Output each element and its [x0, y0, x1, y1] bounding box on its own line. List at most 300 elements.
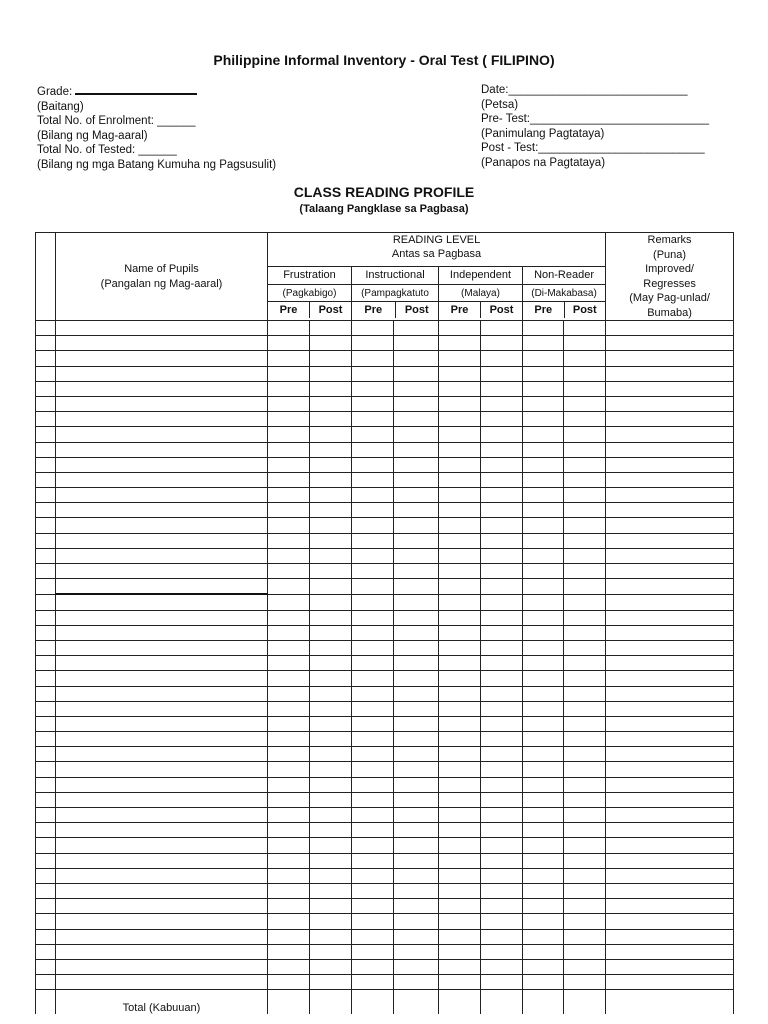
score-cell[interactable] — [268, 762, 310, 777]
row-number-cell[interactable] — [36, 579, 56, 595]
date-line[interactable]: Date:____________________________ — [481, 84, 688, 96]
score-cell[interactable] — [523, 488, 564, 503]
score-cell[interactable] — [310, 366, 352, 381]
pupil-name-cell[interactable] — [56, 777, 268, 792]
pupil-name-cell[interactable] — [56, 427, 268, 442]
score-cell[interactable] — [439, 975, 481, 990]
score-cell[interactable] — [439, 457, 481, 472]
pupil-name-cell[interactable] — [56, 716, 268, 731]
remarks-cell[interactable] — [606, 883, 734, 898]
score-cell[interactable] — [352, 792, 394, 807]
score-cell[interactable] — [310, 914, 352, 929]
score-cell[interactable] — [481, 975, 523, 990]
score-cell[interactable] — [439, 625, 481, 640]
score-cell[interactable] — [310, 747, 352, 762]
score-cell[interactable] — [268, 929, 310, 944]
score-cell[interactable] — [310, 488, 352, 503]
score-cell[interactable] — [439, 488, 481, 503]
score-cell[interactable] — [310, 671, 352, 686]
score-cell[interactable] — [394, 808, 439, 823]
score-cell[interactable] — [268, 686, 310, 701]
score-cell[interactable] — [268, 899, 310, 914]
score-cell[interactable] — [310, 472, 352, 487]
score-cell[interactable] — [564, 823, 606, 838]
pupil-name-cell[interactable] — [56, 640, 268, 655]
score-cell[interactable] — [481, 686, 523, 701]
remarks-cell[interactable] — [606, 929, 734, 944]
score-cell[interactable] — [394, 472, 439, 487]
score-cell[interactable] — [523, 579, 564, 595]
pupil-name-cell[interactable] — [56, 686, 268, 701]
score-cell[interactable] — [352, 518, 394, 533]
score-cell[interactable] — [439, 883, 481, 898]
score-cell[interactable] — [439, 656, 481, 671]
score-cell[interactable] — [310, 792, 352, 807]
score-cell[interactable] — [481, 838, 523, 853]
score-cell[interactable] — [564, 381, 606, 396]
pupil-name-cell[interactable] — [56, 883, 268, 898]
score-cell[interactable] — [394, 944, 439, 959]
score-cell[interactable] — [352, 472, 394, 487]
pupil-name-cell[interactable] — [56, 747, 268, 762]
pupil-name-cell[interactable] — [56, 579, 268, 595]
score-cell[interactable] — [523, 883, 564, 898]
pupil-name-cell[interactable] — [56, 853, 268, 868]
score-cell[interactable] — [310, 610, 352, 625]
score-cell[interactable] — [564, 762, 606, 777]
pupil-name-cell[interactable] — [56, 959, 268, 974]
pupil-name-cell[interactable] — [56, 656, 268, 671]
score-cell[interactable] — [439, 671, 481, 686]
score-cell[interactable] — [564, 336, 606, 351]
pupil-name-cell[interactable] — [56, 732, 268, 747]
score-cell[interactable] — [564, 883, 606, 898]
tested-line[interactable]: Total No. of Tested: ______ — [37, 144, 177, 156]
score-cell[interactable] — [352, 959, 394, 974]
score-cell[interactable] — [564, 640, 606, 655]
row-number-cell[interactable] — [36, 959, 56, 974]
score-cell[interactable] — [394, 366, 439, 381]
score-cell[interactable] — [310, 777, 352, 792]
score-cell[interactable] — [439, 959, 481, 974]
score-cell[interactable] — [268, 488, 310, 503]
score-cell[interactable] — [352, 594, 394, 610]
score-cell[interactable] — [564, 594, 606, 610]
row-number-cell[interactable] — [36, 518, 56, 533]
score-cell[interactable] — [439, 762, 481, 777]
score-cell[interactable] — [439, 747, 481, 762]
remarks-cell[interactable] — [606, 899, 734, 914]
score-cell[interactable] — [394, 747, 439, 762]
score-cell[interactable] — [523, 381, 564, 396]
score-cell[interactable] — [481, 823, 523, 838]
remarks-cell[interactable] — [606, 808, 734, 823]
score-cell[interactable] — [352, 366, 394, 381]
score-cell[interactable] — [523, 853, 564, 868]
score-cell[interactable] — [523, 929, 564, 944]
score-cell[interactable] — [481, 944, 523, 959]
score-cell[interactable] — [268, 944, 310, 959]
score-cell[interactable] — [268, 823, 310, 838]
row-number-cell[interactable] — [36, 686, 56, 701]
score-cell[interactable] — [523, 396, 564, 411]
score-cell[interactable] — [439, 442, 481, 457]
score-cell[interactable] — [564, 366, 606, 381]
row-number-cell[interactable] — [36, 472, 56, 487]
score-cell[interactable] — [310, 853, 352, 868]
pupil-name-cell[interactable] — [56, 381, 268, 396]
score-cell[interactable] — [310, 457, 352, 472]
score-cell[interactable] — [268, 594, 310, 610]
row-number-cell[interactable] — [36, 868, 56, 883]
score-cell[interactable] — [394, 427, 439, 442]
remarks-cell[interactable] — [606, 427, 734, 442]
score-cell[interactable] — [268, 442, 310, 457]
score-cell[interactable] — [439, 640, 481, 655]
score-cell[interactable] — [394, 396, 439, 411]
remarks-cell[interactable] — [606, 732, 734, 747]
score-cell[interactable] — [310, 959, 352, 974]
score-cell[interactable] — [394, 640, 439, 655]
score-cell[interactable] — [394, 533, 439, 548]
score-cell[interactable] — [352, 412, 394, 427]
score-cell[interactable] — [439, 503, 481, 518]
score-cell[interactable] — [352, 716, 394, 731]
score-cell[interactable] — [564, 427, 606, 442]
score-cell[interactable] — [523, 944, 564, 959]
pupil-name-cell[interactable] — [56, 899, 268, 914]
score-cell[interactable] — [268, 427, 310, 442]
score-cell[interactable] — [352, 548, 394, 563]
score-cell[interactable] — [310, 336, 352, 351]
score-cell[interactable] — [439, 610, 481, 625]
row-number-cell[interactable] — [36, 762, 56, 777]
remarks-cell[interactable] — [606, 838, 734, 853]
score-cell[interactable] — [564, 351, 606, 366]
score-cell[interactable] — [394, 610, 439, 625]
score-cell[interactable] — [439, 351, 481, 366]
score-cell[interactable] — [523, 457, 564, 472]
score-cell[interactable] — [310, 351, 352, 366]
score-cell[interactable] — [268, 336, 310, 351]
score-cell[interactable] — [352, 823, 394, 838]
score-cell[interactable] — [564, 808, 606, 823]
score-cell[interactable] — [481, 959, 523, 974]
score-cell[interactable] — [352, 868, 394, 883]
score-cell[interactable] — [481, 533, 523, 548]
score-cell[interactable] — [439, 579, 481, 595]
score-cell[interactable] — [564, 701, 606, 716]
score-cell[interactable] — [310, 762, 352, 777]
score-cell[interactable] — [394, 442, 439, 457]
posttest-line[interactable]: Post - Test:__________________________ — [481, 142, 705, 154]
pupil-name-cell[interactable] — [56, 533, 268, 548]
score-cell[interactable] — [523, 518, 564, 533]
score-cell[interactable] — [310, 686, 352, 701]
pupil-name-cell[interactable] — [56, 336, 268, 351]
remarks-cell[interactable] — [606, 762, 734, 777]
score-cell[interactable] — [352, 381, 394, 396]
score-cell[interactable] — [439, 838, 481, 853]
pupil-name-cell[interactable] — [56, 914, 268, 929]
score-cell[interactable] — [481, 777, 523, 792]
score-cell[interactable] — [481, 656, 523, 671]
row-number-cell[interactable] — [36, 381, 56, 396]
score-cell[interactable] — [310, 412, 352, 427]
score-cell[interactable] — [394, 777, 439, 792]
score-cell[interactable] — [439, 412, 481, 427]
score-cell[interactable] — [439, 564, 481, 579]
score-cell[interactable] — [564, 732, 606, 747]
row-number-cell[interactable] — [36, 321, 56, 336]
score-cell[interactable] — [268, 701, 310, 716]
score-cell[interactable] — [352, 610, 394, 625]
score-cell[interactable] — [394, 625, 439, 640]
remarks-cell[interactable] — [606, 396, 734, 411]
score-cell[interactable] — [268, 625, 310, 640]
score-cell[interactable] — [268, 548, 310, 563]
remarks-cell[interactable] — [606, 914, 734, 929]
score-cell[interactable] — [439, 914, 481, 929]
remarks-cell[interactable] — [606, 747, 734, 762]
score-cell[interactable] — [310, 975, 352, 990]
score-cell[interactable] — [352, 656, 394, 671]
score-cell[interactable] — [310, 716, 352, 731]
score-cell[interactable] — [481, 883, 523, 898]
row-number-cell[interactable] — [36, 412, 56, 427]
remarks-cell[interactable] — [606, 351, 734, 366]
score-cell[interactable] — [523, 914, 564, 929]
remarks-cell[interactable] — [606, 457, 734, 472]
score-cell[interactable] — [394, 564, 439, 579]
score-cell[interactable] — [268, 656, 310, 671]
score-cell[interactable] — [268, 671, 310, 686]
score-cell[interactable] — [268, 883, 310, 898]
score-cell[interactable] — [523, 351, 564, 366]
score-cell[interactable] — [439, 929, 481, 944]
score-cell[interactable] — [394, 716, 439, 731]
score-cell[interactable] — [523, 838, 564, 853]
score-cell[interactable] — [481, 564, 523, 579]
score-cell[interactable] — [268, 959, 310, 974]
remarks-cell[interactable] — [606, 518, 734, 533]
score-cell[interactable] — [564, 579, 606, 595]
score-cell[interactable] — [481, 792, 523, 807]
score-cell[interactable] — [352, 321, 394, 336]
score-cell[interactable] — [394, 883, 439, 898]
score-cell[interactable] — [481, 321, 523, 336]
score-cell[interactable] — [352, 762, 394, 777]
score-cell[interactable] — [523, 686, 564, 701]
score-cell[interactable] — [268, 381, 310, 396]
score-cell[interactable] — [394, 959, 439, 974]
score-cell[interactable] — [310, 503, 352, 518]
score-cell[interactable] — [564, 914, 606, 929]
score-cell[interactable] — [394, 488, 439, 503]
score-cell[interactable] — [268, 457, 310, 472]
score-cell[interactable] — [352, 701, 394, 716]
pupil-name-cell[interactable] — [56, 610, 268, 625]
row-number-cell[interactable] — [36, 853, 56, 868]
score-cell[interactable] — [394, 899, 439, 914]
remarks-cell[interactable] — [606, 792, 734, 807]
score-cell[interactable] — [481, 594, 523, 610]
remarks-cell[interactable] — [606, 625, 734, 640]
score-cell[interactable] — [564, 548, 606, 563]
score-cell[interactable] — [523, 412, 564, 427]
score-cell[interactable] — [394, 792, 439, 807]
score-cell[interactable] — [352, 899, 394, 914]
score-cell[interactable] — [394, 457, 439, 472]
score-cell[interactable] — [394, 656, 439, 671]
score-cell[interactable] — [481, 914, 523, 929]
score-cell[interactable] — [352, 564, 394, 579]
score-cell[interactable] — [394, 838, 439, 853]
score-cell[interactable] — [439, 792, 481, 807]
row-number-cell[interactable] — [36, 747, 56, 762]
row-number-cell[interactable] — [36, 548, 56, 563]
remarks-cell[interactable] — [606, 959, 734, 974]
score-cell[interactable] — [310, 396, 352, 411]
score-cell[interactable] — [439, 336, 481, 351]
score-cell[interactable] — [523, 336, 564, 351]
score-cell[interactable] — [564, 777, 606, 792]
row-number-cell[interactable] — [36, 640, 56, 655]
row-number-cell[interactable] — [36, 610, 56, 625]
remarks-cell[interactable] — [606, 975, 734, 990]
score-cell[interactable] — [352, 396, 394, 411]
score-cell[interactable] — [268, 732, 310, 747]
score-cell[interactable] — [394, 975, 439, 990]
score-cell[interactable] — [394, 853, 439, 868]
row-number-cell[interactable] — [36, 564, 56, 579]
score-cell[interactable] — [481, 457, 523, 472]
score-cell[interactable] — [268, 518, 310, 533]
score-cell[interactable] — [523, 975, 564, 990]
remarks-cell[interactable] — [606, 548, 734, 563]
row-number-cell[interactable] — [36, 838, 56, 853]
score-cell[interactable] — [310, 944, 352, 959]
total-cell[interactable] — [268, 990, 310, 1015]
score-cell[interactable] — [481, 610, 523, 625]
score-cell[interactable] — [394, 579, 439, 595]
score-cell[interactable] — [352, 488, 394, 503]
score-cell[interactable] — [394, 351, 439, 366]
remarks-cell[interactable] — [606, 366, 734, 381]
score-cell[interactable] — [564, 899, 606, 914]
score-cell[interactable] — [310, 868, 352, 883]
score-cell[interactable] — [481, 488, 523, 503]
score-cell[interactable] — [352, 944, 394, 959]
score-cell[interactable] — [268, 610, 310, 625]
score-cell[interactable] — [564, 747, 606, 762]
score-cell[interactable] — [523, 442, 564, 457]
score-cell[interactable] — [439, 899, 481, 914]
pupil-name-cell[interactable] — [56, 838, 268, 853]
row-number-cell[interactable] — [36, 336, 56, 351]
score-cell[interactable] — [394, 503, 439, 518]
score-cell[interactable] — [394, 671, 439, 686]
score-cell[interactable] — [310, 564, 352, 579]
remarks-cell[interactable] — [606, 686, 734, 701]
score-cell[interactable] — [481, 716, 523, 731]
score-cell[interactable] — [564, 716, 606, 731]
score-cell[interactable] — [268, 640, 310, 655]
pupil-name-cell[interactable] — [56, 808, 268, 823]
score-cell[interactable] — [523, 747, 564, 762]
score-cell[interactable] — [352, 914, 394, 929]
score-cell[interactable] — [268, 975, 310, 990]
remarks-cell[interactable] — [606, 579, 734, 595]
row-number-cell[interactable] — [36, 427, 56, 442]
pupil-name-cell[interactable] — [56, 351, 268, 366]
score-cell[interactable] — [439, 777, 481, 792]
score-cell[interactable] — [523, 762, 564, 777]
score-cell[interactable] — [310, 701, 352, 716]
remarks-cell[interactable] — [606, 503, 734, 518]
row-number-cell[interactable] — [36, 594, 56, 610]
score-cell[interactable] — [352, 777, 394, 792]
score-cell[interactable] — [439, 427, 481, 442]
score-cell[interactable] — [310, 656, 352, 671]
row-number-cell[interactable] — [36, 808, 56, 823]
score-cell[interactable] — [394, 686, 439, 701]
score-cell[interactable] — [310, 823, 352, 838]
score-cell[interactable] — [523, 564, 564, 579]
pupil-name-cell[interactable] — [56, 929, 268, 944]
score-cell[interactable] — [310, 442, 352, 457]
score-cell[interactable] — [439, 732, 481, 747]
score-cell[interactable] — [481, 351, 523, 366]
score-cell[interactable] — [523, 959, 564, 974]
score-cell[interactable] — [481, 732, 523, 747]
remarks-cell[interactable] — [606, 321, 734, 336]
row-number-cell[interactable] — [36, 671, 56, 686]
pupil-name-cell[interactable] — [56, 701, 268, 716]
score-cell[interactable] — [439, 518, 481, 533]
score-cell[interactable] — [523, 533, 564, 548]
score-cell[interactable] — [481, 929, 523, 944]
score-cell[interactable] — [564, 625, 606, 640]
score-cell[interactable] — [268, 747, 310, 762]
pupil-name-cell[interactable] — [56, 472, 268, 487]
row-number-cell[interactable] — [36, 656, 56, 671]
row-number-cell[interactable] — [36, 899, 56, 914]
score-cell[interactable] — [352, 533, 394, 548]
score-cell[interactable] — [352, 640, 394, 655]
pupil-name-cell[interactable] — [56, 671, 268, 686]
pupil-name-cell[interactable] — [56, 823, 268, 838]
score-cell[interactable] — [394, 412, 439, 427]
score-cell[interactable] — [523, 808, 564, 823]
score-cell[interactable] — [564, 396, 606, 411]
score-cell[interactable] — [394, 929, 439, 944]
remarks-cell[interactable] — [606, 564, 734, 579]
row-number-cell[interactable] — [36, 366, 56, 381]
score-cell[interactable] — [564, 686, 606, 701]
pupil-name-cell[interactable] — [56, 412, 268, 427]
score-cell[interactable] — [439, 868, 481, 883]
score-cell[interactable] — [481, 640, 523, 655]
total-cell[interactable] — [394, 990, 439, 1015]
score-cell[interactable] — [439, 716, 481, 731]
score-cell[interactable] — [268, 579, 310, 595]
score-cell[interactable] — [564, 838, 606, 853]
score-cell[interactable] — [439, 366, 481, 381]
remarks-cell[interactable] — [606, 472, 734, 487]
score-cell[interactable] — [352, 975, 394, 990]
score-cell[interactable] — [394, 732, 439, 747]
